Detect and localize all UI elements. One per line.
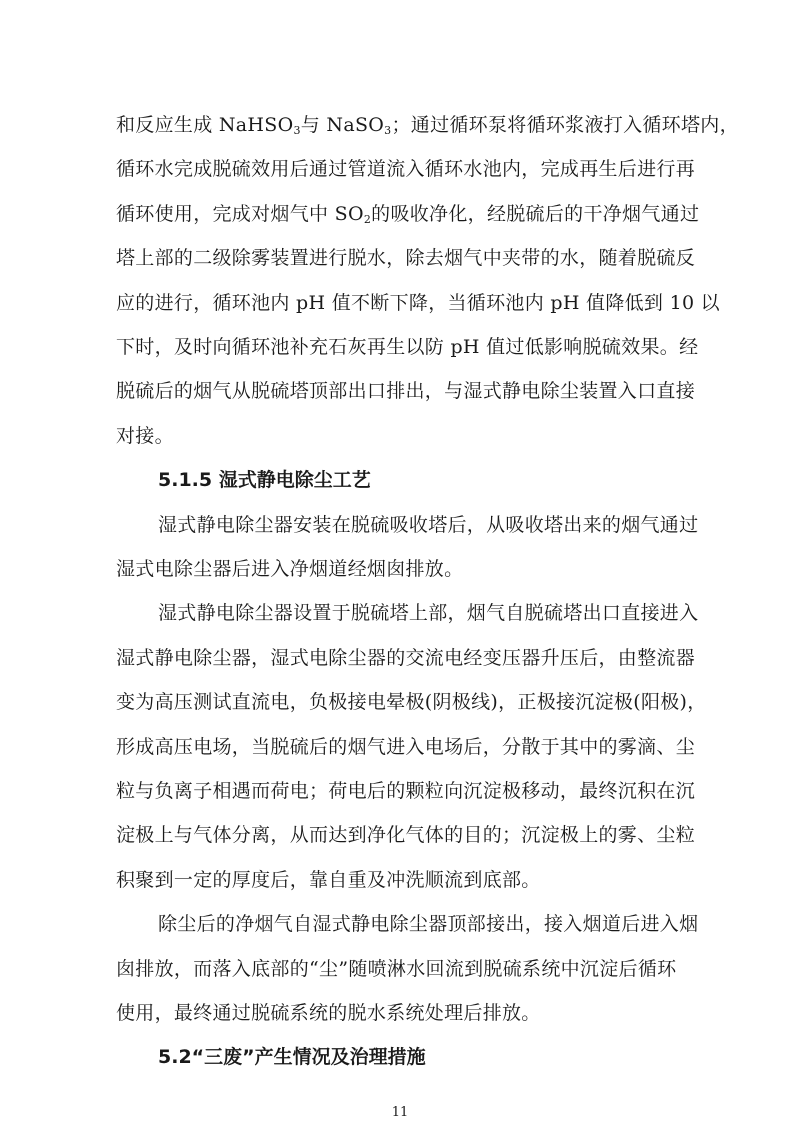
paragraph-4-line-2: 囱排放，而落入底部的“尘”随喷淋水回流到脱硫系统中沉淀后循环 [116, 958, 677, 980]
paragraph-3-line-1: 湿式静电除尘器设置于脱硫塔上部，烟气自脱硫塔出口直接进入 [158, 602, 699, 624]
subscript: 2 [363, 213, 372, 226]
section-heading-5-2: 5.2“三废”产生情况及治理措施 [158, 1046, 426, 1068]
paragraph-1-line-4: 塔上部的二级除雾装置进行脱水，除去烟气中夹带的水，随着脱硫反 [116, 247, 696, 269]
paragraph-2-line-1: 湿式静电除尘器安装在脱硫吸收塔后，从吸收塔出来的烟气通过 [158, 514, 699, 536]
paragraph-1-line-6: 下时，及时向循环池补充石灰再生以防 pH 值过低影响脱硫效果。经 [116, 336, 699, 358]
paragraph-3-line-5: 粒与负离子相遇而荷电；荷电后的颗粒向沉淀极移动，最终沉积在沉 [116, 780, 696, 802]
paragraph-3-line-3: 变为高压测试直流电，负极接电晕极(阴极线)，正极接沉淀极(阳极)， [116, 691, 707, 713]
subscript: 3 [293, 124, 301, 137]
paragraph-3-line-6: 淀极上与气体分离，从而达到净化气体的目的；沉淀极上的雾、尘粒 [116, 824, 696, 846]
paragraph-1-line-7: 脱硫后的烟气从脱硫塔顶部出口排出，与湿式静电除尘装置入口直接 [116, 380, 696, 402]
paragraph-4-line-3: 使用，最终通过脱硫系统的脱水系统处理后排放。 [116, 1002, 541, 1024]
paragraph-1-line-1: 和反应生成 NaHSO$_3$与 NaSO$_3$；通过循环泵将循环浆液打入循环塔内， [116, 114, 739, 137]
subscript: 3 [384, 124, 392, 137]
paragraph-3-line-2: 湿式静电除尘器，湿式电除尘器的交流电经变压器升压后，由整流器 [116, 647, 696, 669]
page-number: 11 [391, 1105, 409, 1120]
paragraph-3-line-7: 积聚到一定的厚度后，靠自重及冲洗顺流到底部。 [116, 869, 541, 891]
paragraph-2-line-2: 湿式电除尘器后进入净烟道经烟囱排放。 [116, 558, 464, 580]
paragraph-1-line-8: 对接。 [116, 425, 174, 447]
section-heading-5-1-5: 5.1.5 湿式静电除尘工艺 [158, 469, 371, 491]
paragraph-3-line-4: 形成高压电场，当脱硫后的烟气进入电场后，分散于其中的雾滴、尘 [116, 736, 696, 758]
paragraph-4-line-1: 除尘后的净烟气自湿式静电除尘器顶部接出，接入烟道后进入烟 [158, 913, 699, 935]
paragraph-1-line-5: 应的进行，循环池内 pH 值不断下降，当循环池内 pH 值降低到 10 以 [116, 292, 720, 314]
paragraph-1-line-2: 循环水完成脱硫效用后通过管道流入循环水池内，完成再生后进行再 [116, 158, 696, 180]
paragraph-1-line-3: 循环使用，完成对烟气中 $SO_2$的吸收净化，经脱硫后的干净烟气通过 [116, 203, 700, 226]
